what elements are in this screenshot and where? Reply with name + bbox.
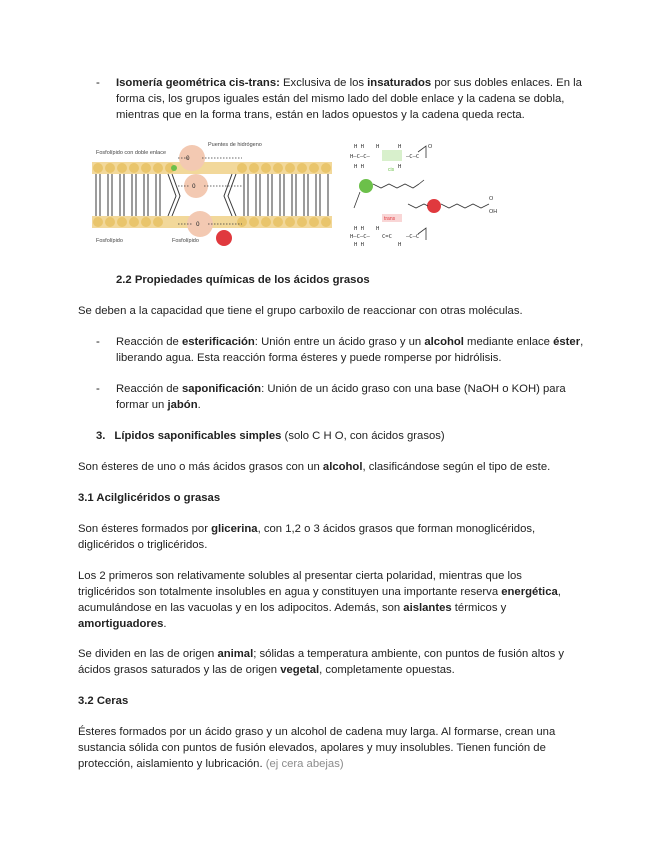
svg-text:H H: H H [354,226,364,232]
section-2-2-intro: Se deben a la capacidad que tiene el grupo carboxilo de reaccionar con otras moléculas. [78,305,523,317]
label-top-mid: Puentes de hidrógeno [208,142,262,148]
section-3-intro: Son ésteres de uno o más ácidos grasos con un alcohol, clasificándose según el tipo de este. [78,461,551,473]
svg-text:H: H [398,164,402,170]
svg-text:H–C–C–: H–C–C– [350,234,370,240]
svg-text:O: O [489,196,494,202]
svg-text:H: H [398,242,402,248]
section-3-1-p3: Se dividen en las de origen animal; sólidas a temperatura ambiente, con puntos de fusión altos y ácidos grasos saturados y las de origen vegetal, completamente opuestas. [78,648,565,676]
isomeria-title: Isomería geométrica cis-trans: [116,77,280,89]
section-3-2-p1: Ésteres formados por un ácido graso y un alcohol de cadena muy larga. Al formarse, crean una sustancia sólida con puntos de fusión elevados, apolares y muy insolubles. Tienen función de protección, aislamiento y lubricación. (ej cera abejas) [78,726,556,770]
label-cis: cis [388,167,395,173]
list-bullet: - [96,336,100,348]
highlighted-molecules [171,145,242,246]
svg-text:O: O [192,183,196,190]
label-trans: trans [384,216,396,222]
list-bullet: - [96,383,100,395]
svg-text:–C–C: –C–C [406,154,420,160]
cis-trans-diagram [348,138,503,248]
label-oh: OH [489,209,498,215]
section-3-1-p2: Los 2 primeros son relativamente solubles al presentar cierta polaridad, mientras que los triglicéridos son totalmente insolubles en agua y constituyen una importante reserva energética, acumulándose en las vacuolas y en los adipocitos. Además, son aislantes térmicos y amortiguadores. [78,570,561,630]
label-bot-left: Fosfolípido [96,238,123,244]
isomeria-paragraph: Isomería geométrica cis-trans: Exclusiva de los insaturados por sus dobles enlaces. En la forma cis, los grupos iguales están del mismo lado del doble enlace y la cadena se dobla, mientras que en la forma trans, están en lados opuestos y la cadena queda recta. [116,77,582,121]
label-top-left: Fosfolípido con doble enlace [96,150,167,156]
svg-text:O: O [196,221,200,228]
label-o-top: O [428,144,433,150]
section-2-2-heading: 2.2 Propiedades químicas de los ácidos grasos [116,274,370,286]
esterificacion-paragraph: Reacción de esterificación: Unión entre un ácido graso y un alcohol mediante enlace éster, liberando agua. Esta reacción forma ésteres y puede romperse por hidrólisis. [116,336,584,364]
svg-text:O: O [186,155,190,162]
svg-text:H H: H H [354,242,364,248]
list-bullet: - [96,77,100,89]
membrane-top-heads [92,162,332,174]
label-bot-mid: Fosfolípido [172,238,199,244]
svg-text:H H: H H [354,144,364,150]
membrane-diagram [92,138,340,248]
section-3-2-heading: 3.2 Ceras [78,695,129,707]
example-note: (ej cera abejas) [262,758,344,770]
svg-text:C=C: C=C [382,234,392,240]
svg-text:H: H [376,144,380,150]
svg-text:H H: H H [354,164,364,170]
section-3-1-p1: Son ésteres formados por glicerina, con 1,2 o 3 ácidos grasos que forman monoglicéridos, diglicéridos o triglicéridos. [78,523,536,551]
svg-text:H: H [398,144,402,150]
section-3-1-heading: 3.1 Acilglicéridos o grasas [78,492,221,504]
svg-text:H–C–C–: H–C–C– [350,154,370,160]
svg-text:–C–C: –C–C [406,234,420,240]
section-3-heading: 3. Lípidos saponificables simples (solo C H O, con ácidos grasos) [96,430,445,442]
saponificacion-paragraph: Reacción de saponificación: Unión de un ácido graso con una base (NaOH o KOH) para formar un jabón. [116,383,566,411]
svg-text:H: H [376,226,380,232]
membrane-tails [96,174,328,216]
